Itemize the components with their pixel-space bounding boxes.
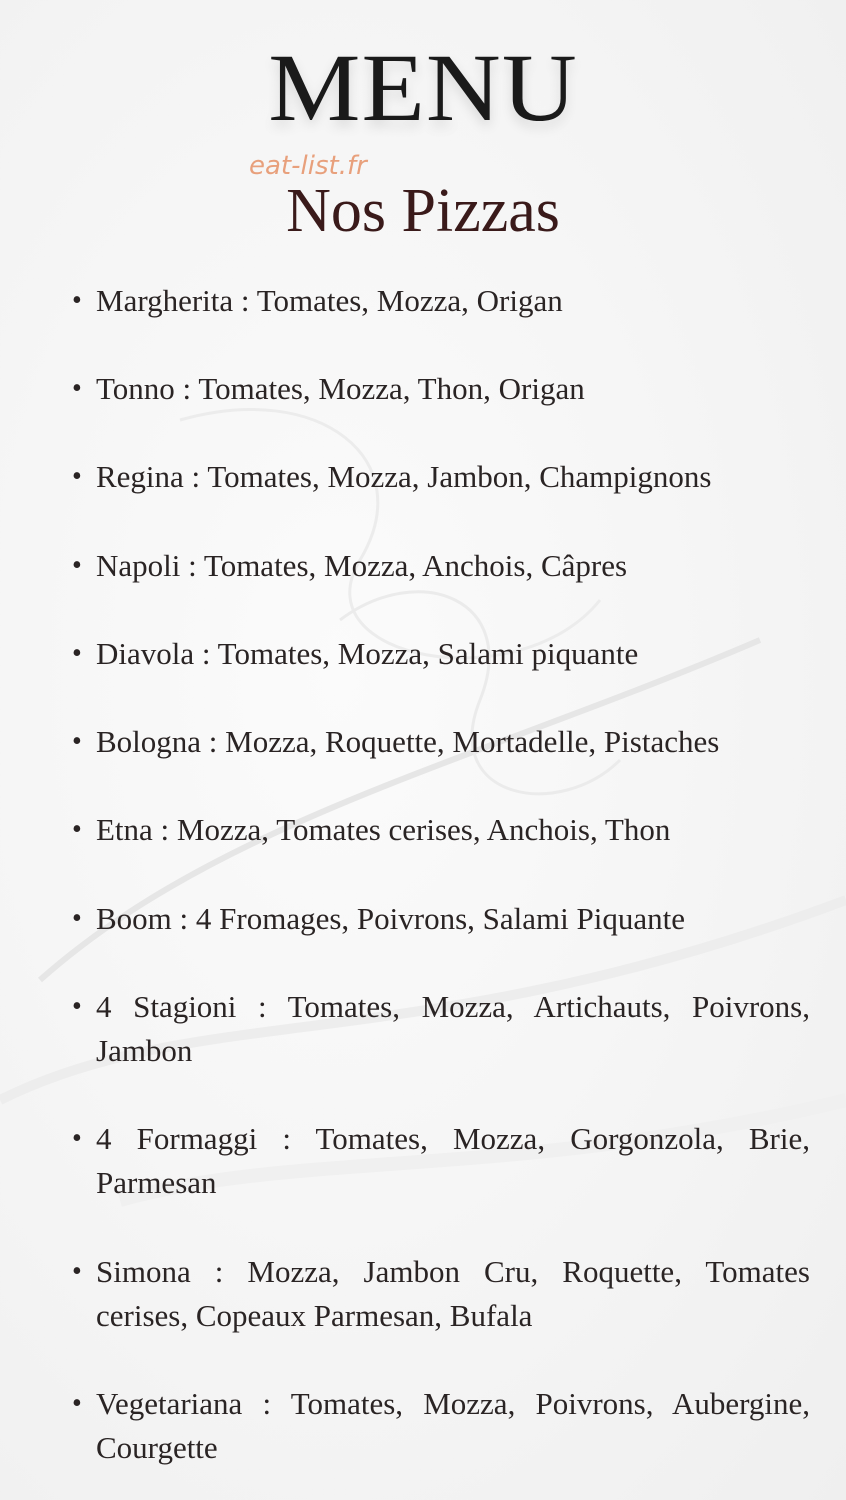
- bullet-icon: •: [72, 285, 82, 316]
- section-title: Nos Pizzas: [286, 177, 560, 245]
- list-item: [72, 985, 810, 1073]
- bullet-icon: •: [72, 550, 82, 581]
- pizza-description: 4 Formaggi : Tomates, Mozza, Gorgonzola, Brie, Parmesan: [96, 1121, 810, 1200]
- list-item: [72, 897, 810, 941]
- pizza-description: Bologna : Mozza, Roquette, Mortadelle, Pistaches: [96, 724, 720, 759]
- pizza-description: Napoli : Tomates, Mozza, Anchois, Câpres: [96, 548, 628, 583]
- bullet-icon: •: [72, 638, 82, 669]
- bullet-icon: •: [72, 814, 82, 845]
- list-item: [72, 544, 810, 588]
- list-item: [72, 455, 810, 499]
- pizza-description: 4 Stagioni : Tomates, Mozza, Artichauts, Poivrons, Jambon: [96, 989, 810, 1068]
- pizza-description: Simona : Mozza, Jambon Cru, Roquette, Tomates cerises, Copeaux Parmesan, Bufala: [96, 1254, 810, 1333]
- bullet-icon: •: [72, 726, 82, 757]
- list-item: [72, 808, 810, 852]
- bullet-icon: •: [72, 461, 82, 492]
- list-item: [72, 367, 810, 411]
- list-item: [72, 1382, 810, 1470]
- pizza-description: Tonno : Tomates, Mozza, Thon, Origan: [96, 371, 585, 406]
- menu-title: MENU: [268, 34, 578, 141]
- pizza-description: Vegetariana : Tomates, Mozza, Poivrons, Aubergine, Courgette: [96, 1386, 810, 1465]
- bullet-icon: •: [72, 991, 82, 1022]
- list-item: [72, 720, 810, 764]
- pizza-description: Etna : Mozza, Tomates cerises, Anchois, Thon: [96, 812, 671, 847]
- bullet-icon: •: [72, 373, 82, 404]
- list-item: [72, 1117, 810, 1205]
- pizza-description: Diavola : Tomates, Mozza, Salami piquante: [96, 636, 639, 671]
- bullet-icon: •: [72, 1388, 82, 1419]
- bullet-icon: •: [72, 1256, 82, 1287]
- pizza-description: Boom : 4 Fromages, Poivrons, Salami Piquante: [96, 901, 685, 936]
- watermark-text: eat-list.fr: [249, 151, 367, 181]
- pizza-description: Margherita : Tomates, Mozza, Origan: [96, 283, 563, 318]
- bullet-icon: •: [72, 1123, 82, 1154]
- list-item: [72, 279, 810, 323]
- list-item: [72, 1250, 810, 1338]
- bullet-icon: •: [72, 903, 82, 934]
- list-item: [72, 632, 810, 676]
- pizza-description: Regina : Tomates, Mozza, Jambon, Champignons: [96, 459, 712, 494]
